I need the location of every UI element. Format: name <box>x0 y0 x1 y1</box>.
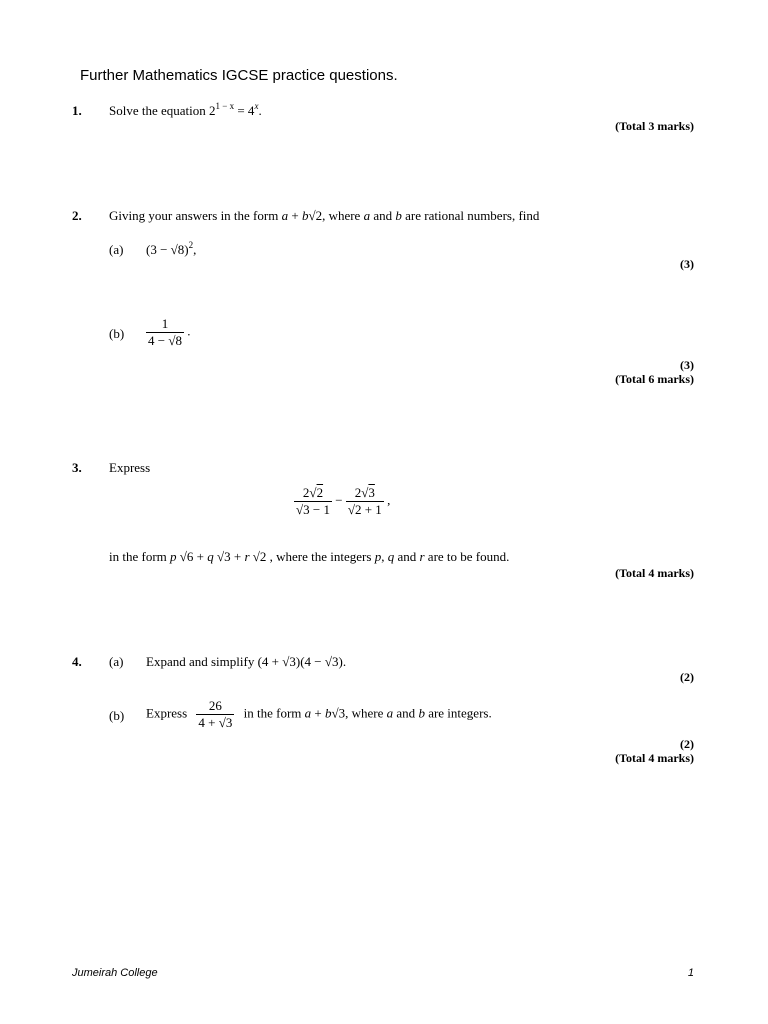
q4-part-a-marks: (2) <box>680 670 694 684</box>
q3-f2-numerator <box>346 485 384 502</box>
q3-f2-denominator <box>346 502 384 518</box>
q2-intro-end: are rational numbers, find <box>401 208 540 223</box>
q3-f1-numerator <box>294 485 332 502</box>
q4-var-b: b <box>325 705 332 721</box>
q2-b-denominator <box>146 333 184 349</box>
q2-a-end: , <box>193 242 197 257</box>
q3-var-p: p <box>170 549 177 564</box>
q4-var-b2: b <box>418 705 425 721</box>
q2-part-a-label: (a) <box>109 242 124 257</box>
footer-page-number: 1 <box>687 967 694 979</box>
q2-b-numerator: 1 <box>146 316 184 333</box>
q1-text-end: . <box>258 103 262 118</box>
q4-and: and <box>393 705 419 721</box>
q3-and: and <box>394 549 420 564</box>
q4-b-denominator: 4 + √3 <box>198 715 233 730</box>
q3-sqrt6: √6 + <box>176 549 208 564</box>
q2-var-a2: a <box>363 208 371 223</box>
q3-f1-den-end: − 1 <box>309 502 330 517</box>
q3-expr-end: , <box>387 492 391 508</box>
question-4-total-marks: (Total 4 marks) <box>615 751 694 765</box>
question-4-number: 4. <box>72 654 82 669</box>
q3-form-pre: in the form <box>109 549 171 564</box>
q3-f1-den-radicand: 3 <box>303 502 310 517</box>
q3-var-q: q <box>207 549 214 564</box>
q2-and: and <box>370 208 396 223</box>
question-3-intro: Express <box>109 460 151 475</box>
q2-var-a: a <box>281 208 289 223</box>
q3-f1-denominator <box>294 502 332 518</box>
q2-part-a-expression <box>146 242 196 258</box>
q4-b-fraction <box>196 698 234 731</box>
q1-exponent-2: x <box>254 101 259 111</box>
q2-part-b-label: (b) <box>109 326 125 341</box>
question-2-total-marks: (Total 6 marks) <box>615 372 694 386</box>
q3-f1-num-pre: 2√ <box>302 485 317 500</box>
q2-part-b-fraction <box>146 316 190 349</box>
q2-a-exponent: 2 <box>188 240 194 250</box>
question-2-intro <box>109 208 539 224</box>
q3-f2-num-radicand: 3 <box>368 485 375 500</box>
q4-b-numerator: 26 <box>196 698 234 715</box>
q2-sqrt2: √2, where <box>308 208 364 223</box>
q1-text-mid: = 4 <box>234 103 255 118</box>
q3-sqrt3: √3 + <box>213 549 245 564</box>
q2-a-expr: (3 − √8) <box>146 242 189 257</box>
question-3-expression <box>294 485 390 518</box>
q3-var-q2: q <box>387 549 395 564</box>
question-1-number: 1. <box>72 103 82 118</box>
q2-b-end: . <box>187 323 191 339</box>
q4-part-b-label: (b) <box>109 708 125 723</box>
q2-var-b: b <box>301 208 309 223</box>
q3-f2-den-end: + 1 <box>361 502 382 517</box>
q4-b-pre: Express <box>146 705 188 721</box>
page-title: Further Mathematics IGCSE practice questions. <box>80 67 398 84</box>
q3-f1-den-pre: √ <box>296 502 304 517</box>
q4-part-b-text <box>146 698 492 731</box>
question-2-number: 2. <box>72 208 82 223</box>
question-3-number: 3. <box>72 460 82 475</box>
q2-part-b-marks: (3) <box>680 358 694 372</box>
q3-f1-num-radicand: 2 <box>316 485 324 500</box>
q3-f2-num-pre: 2√ <box>354 485 369 500</box>
q4-var-a2: a <box>386 705 394 721</box>
q2-b-den-radicand: 8 <box>175 333 182 348</box>
q1-text-pre: Solve the equation 2 <box>109 103 216 118</box>
q3-sqrt2: √2 , where the integers <box>249 549 375 564</box>
q4-b-form-pre: in the form <box>243 705 305 721</box>
question-1-text <box>109 103 262 119</box>
q2-b-fraction <box>146 316 184 349</box>
q2-b-den-pre: 4 − √ <box>148 333 176 348</box>
q3-var-r: r <box>244 549 250 564</box>
q3-var-r2: r <box>419 549 425 564</box>
q4-b-form-mid: √3, where <box>331 705 387 721</box>
q4-part-b-marks: (2) <box>680 737 694 751</box>
q3-minus: − <box>335 492 343 508</box>
q4-var-a: a <box>304 705 312 721</box>
q4-part-a-label: (a) <box>109 654 124 669</box>
q1-exponent-1: 1 − x <box>215 101 235 111</box>
q3-f2-den-pre: √ <box>347 502 355 517</box>
q2-var-b2: b <box>395 208 402 223</box>
q3-f2-den-radicand: 2 <box>354 502 362 517</box>
footer-college: Jumeirah College <box>72 967 158 979</box>
q2-plus: + <box>288 208 302 223</box>
q3-fraction-2 <box>346 485 384 518</box>
q3-var-p2: p <box>374 549 382 564</box>
q2-intro-pre: Giving your answers in the form <box>109 208 282 223</box>
question-1-marks: (Total 3 marks) <box>615 119 694 133</box>
question-3-marks: (Total 4 marks) <box>615 566 694 580</box>
q4-b-form-end: are integers. <box>424 705 492 721</box>
q2-part-a-marks: (3) <box>680 257 694 271</box>
q3-fraction-1 <box>294 485 332 518</box>
q3-form-end: are to be found. <box>424 549 510 564</box>
q3-comma: , <box>381 549 388 564</box>
q4-plus: + <box>311 705 325 721</box>
question-3-form <box>109 549 509 565</box>
q4-part-a-text: Expand and simplify (4 + √3)(4 − √3). <box>146 654 347 669</box>
